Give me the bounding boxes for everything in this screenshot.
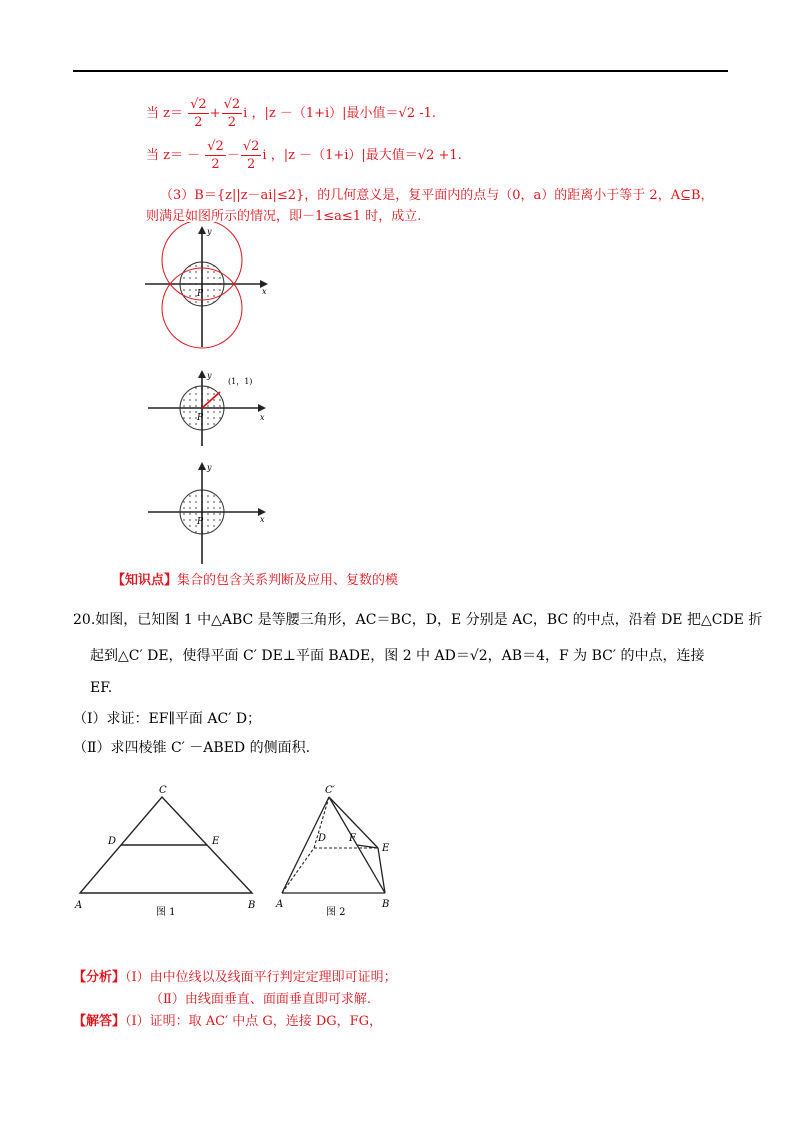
min-result: ，|z －（1+i）|最小值＝√2 -1. bbox=[251, 106, 437, 121]
imag-unit: i bbox=[262, 148, 267, 163]
figure-circles-a bbox=[140, 222, 280, 352]
frac-num: √2 bbox=[223, 97, 241, 112]
axis-x-label: x bbox=[260, 413, 265, 422]
vertex-e: E bbox=[212, 836, 220, 847]
fraction bbox=[188, 96, 209, 131]
problem-20-line2: 起到△C′ DE，使得平面 C′ DE⊥平面 BADE，图 2 中 AD＝√2，AB＝4，F 为 BC′ 的中点，连接 bbox=[90, 648, 705, 664]
fraction bbox=[241, 138, 262, 173]
figure-2-pyramid bbox=[270, 785, 410, 930]
max-prefix: 当 z＝ － bbox=[146, 148, 201, 163]
frac-den: 2 bbox=[227, 115, 237, 130]
problem-20-line3: EF. bbox=[90, 680, 113, 696]
problem-20-line1: 20.如图，已知图 1 中△ABC 是等腰三角形，AC＝BC，D，E 分别是 AC，BC 的中点，沿着 DE 把△CDE 折 bbox=[73, 612, 763, 628]
figure-circle-c bbox=[140, 458, 280, 568]
coord-label: (1，1) bbox=[228, 377, 253, 386]
plus-sign: + bbox=[209, 106, 221, 121]
axis-x-label: x bbox=[262, 287, 267, 296]
figure-1-triangle bbox=[70, 775, 270, 925]
part3-line1: （3）B＝{z||z－ai|≤2}，的几何意义是，复平面内的点与（0，a）的距离小于等于 2，A⊆B， bbox=[160, 188, 714, 203]
vertex-d: D bbox=[108, 836, 117, 847]
max-result: ，|z －（1+i）|最大值＝√2 +1. bbox=[270, 148, 462, 163]
knowledge-tag: 【知识点】 bbox=[112, 573, 178, 588]
fraction bbox=[222, 96, 243, 131]
analysis-tag: 【分析】 bbox=[73, 970, 126, 985]
figure-caption: 图 1 bbox=[156, 907, 176, 918]
point-label: P bbox=[197, 413, 204, 423]
answer-line1 bbox=[73, 1010, 382, 1029]
axis-y-label: y bbox=[207, 463, 212, 472]
vertex-b: B bbox=[248, 900, 256, 911]
imag-unit: i bbox=[243, 106, 248, 121]
problem-20-part1: （Ⅰ）求证：EF∥平面 AC′ D； bbox=[73, 711, 262, 727]
problem-20-part2: （Ⅱ）求四棱锥 C′ －ABED 的侧面积. bbox=[73, 740, 311, 756]
vertex-c-prime: C′ bbox=[325, 785, 335, 796]
axis-y-label: y bbox=[207, 227, 212, 236]
vertex-a: A bbox=[276, 899, 284, 910]
header-rule bbox=[73, 70, 728, 72]
analysis-text1: （Ⅰ）由中位线以及线面平行判定定理即可证明； bbox=[125, 970, 397, 985]
point-label: P bbox=[197, 517, 204, 527]
frac-den: 2 bbox=[246, 157, 256, 172]
minus-sign: － bbox=[226, 148, 240, 163]
vertex-a: A bbox=[75, 900, 83, 911]
min-value-line bbox=[146, 96, 436, 131]
frac-num: √2 bbox=[207, 139, 224, 154]
vertex-b: B bbox=[382, 899, 390, 910]
vertex-d: D bbox=[318, 833, 327, 844]
fraction bbox=[205, 138, 226, 173]
vertex-c: C bbox=[159, 785, 167, 796]
figure-caption: 图 2 bbox=[326, 907, 346, 918]
answer-text: （Ⅰ）证明：取 AC′ 中点 G，连接 DG，FG， bbox=[125, 1014, 383, 1029]
figure-circle-b bbox=[140, 368, 300, 448]
answer-tag: 【解答】 bbox=[73, 1014, 126, 1029]
axis-y-label: y bbox=[207, 371, 212, 380]
max-value-line bbox=[146, 138, 462, 173]
knowledge-text: 集合的包含关系判断及应用、复数的模 bbox=[177, 573, 399, 588]
analysis-line2: （Ⅱ）由线面垂直、面面垂直即可求解. bbox=[150, 992, 371, 1007]
frac-num: √2 bbox=[190, 97, 207, 112]
frac-den: 2 bbox=[194, 115, 203, 130]
frac-num: √2 bbox=[242, 139, 260, 154]
knowledge-point bbox=[112, 569, 398, 588]
frac-den: 2 bbox=[211, 157, 220, 172]
vertex-f: F bbox=[349, 833, 356, 844]
axis-x-label: x bbox=[260, 515, 265, 524]
vertex-e: E bbox=[382, 843, 390, 854]
min-prefix: 当 z＝ bbox=[146, 106, 183, 121]
point-label: P bbox=[197, 289, 204, 299]
analysis-line1 bbox=[73, 966, 397, 985]
part3-line2: 则满足如图所示的情况，即－1≤a≤1 时，成立. bbox=[146, 209, 422, 224]
